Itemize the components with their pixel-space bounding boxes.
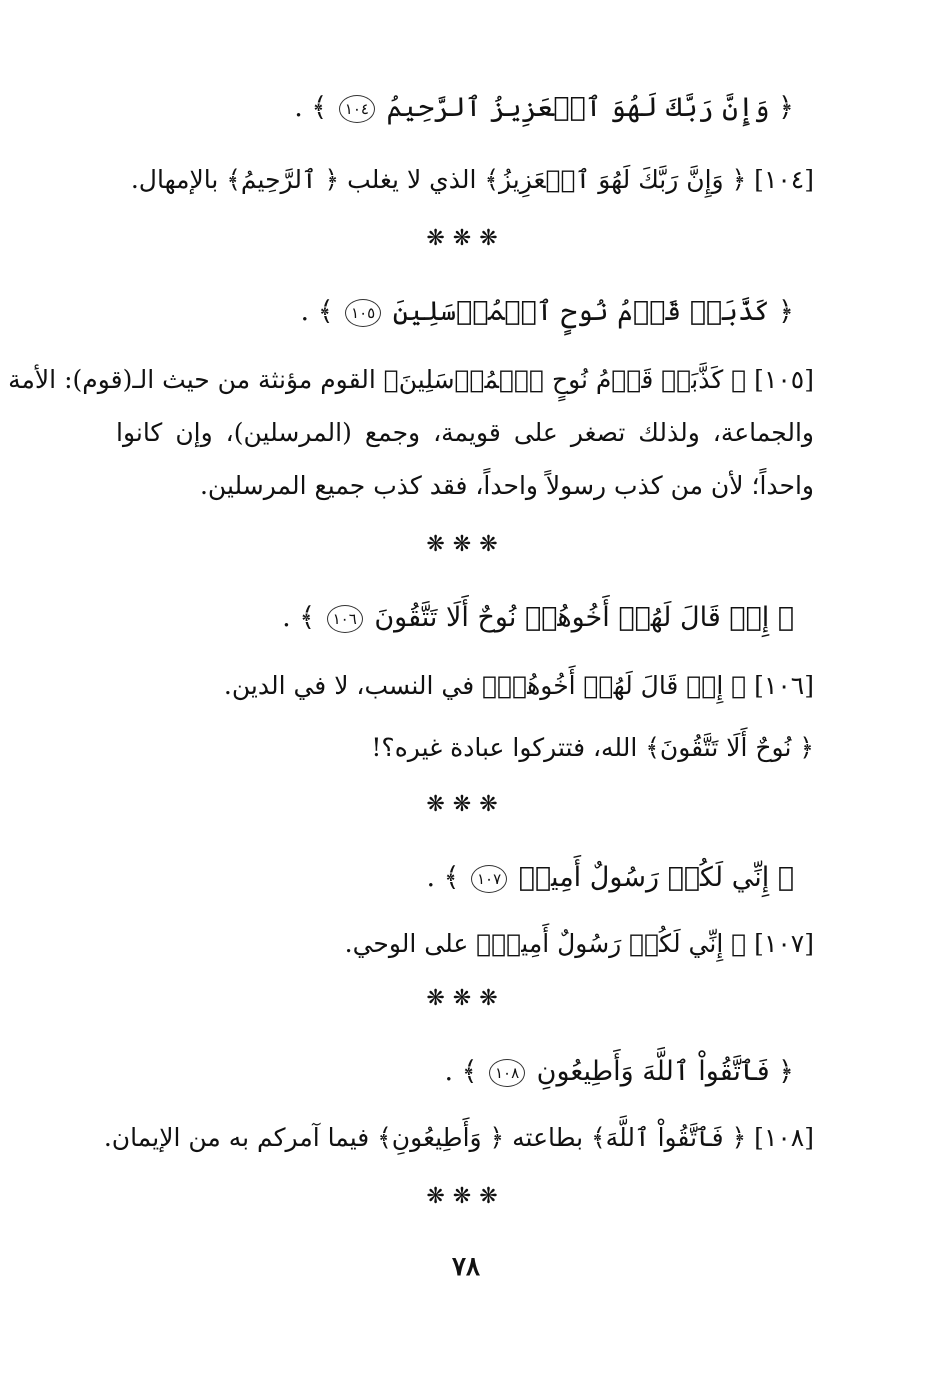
verse-number-badge: ١٠٧ <box>471 865 507 893</box>
verse-number-badge: ١٠٥ <box>345 299 381 327</box>
quran-verse-108 <box>444 1050 794 1094</box>
verse-end: ﴾ . <box>426 862 460 893</box>
section-separator: ❋❋❋ <box>426 986 506 1011</box>
commentary-107: [١٠٧] ﴿ إِنِّي لَكُمۡ رَسُولٌ أَمِينٞ﴾ على الوحي. <box>344 929 814 958</box>
verse-text: ﴿ كَذَّبَتۡ قَوۡمُ نُوحٍ ٱلۡمُرۡسَلِينَ <box>392 296 794 327</box>
commentary-105-line-1: [١٠٥] ﴿ كَذَّبَتۡ قَوۡمُ نُوحٍ ٱلۡمُرۡسَلِينَ﴾ القوم مؤنثة من حيث الـ(قوم): الأمة <box>8 365 814 394</box>
commentary-105-line-2: والجماعة، ولذلك تصغر على قويمة، وجمع (المرسلين)، وإن كانوا <box>116 418 814 447</box>
verse-end: ﴾ . <box>444 1056 478 1087</box>
quran-verse-105 <box>301 290 794 334</box>
section-separator: ❋❋❋ <box>426 792 506 817</box>
section-separator: ❋❋❋ <box>426 532 506 557</box>
verse-number-badge: ١٠٦ <box>327 605 363 633</box>
verse-end: ﴾ . <box>300 296 334 327</box>
quran-verse-104 <box>294 86 794 130</box>
verse-text: ﴿ فَٱتَّقُواْ ٱللَّهَ وَأَطِيعُونِ <box>536 1056 794 1087</box>
commentary-108: [١٠٨] ﴿ فَٱتَّقُواْ ٱللَّهَ﴾ بطاعته ﴿ وَأَطِيعُونِ﴾ فيما آمركم به من الإيمان. <box>103 1123 814 1152</box>
commentary-106-line-1: [١٠٦] ﴿ إِذۡ قَالَ لَهُمۡ أَخُوهُمۡ﴾ في النسب، لا في الدين. <box>223 671 814 700</box>
section-separator: ❋❋❋ <box>426 226 506 251</box>
verse-end: ﴾ . <box>294 92 328 123</box>
verse-text: ﴿ وَإِنَّ رَبَّكَ لَهُوَ ٱلۡعَزِيزُ ٱلرَّحِيمُ <box>386 92 794 123</box>
verse-text: ﴿ إِنِّي لَكُمۡ رَسُولٌ أَمِينٞ <box>518 862 794 893</box>
commentary-106-line-2: ﴿ نُوحٌ أَلَا تَتَّقُونَ﴾ الله، فتتركوا عبادة غيره؟! <box>371 733 814 762</box>
commentary-104: [١٠٤] ﴿ وَإِنَّ رَبَّكَ لَهُوَ ٱلۡعَزِيزُ﴾ الذي لا يغلب ﴿ ٱلرَّحِيمُ﴾ بالإمهال. <box>130 165 814 194</box>
verse-number-badge: ١٠٤ <box>339 95 375 123</box>
verse-text: ﴿ إِذۡ قَالَ لَهُمۡ أَخُوهُمۡ نُوحٌ أَلَا تَتَّقُونَ <box>374 602 794 633</box>
section-separator: ❋❋❋ <box>426 1184 506 1209</box>
quran-verse-107 <box>426 856 794 900</box>
page-number: ٧٨ <box>452 1252 480 1282</box>
commentary-105-line-3: واحداً؛ لأن من كذب رسولاً واحداً، فقد كذب جميع المرسلين. <box>199 471 814 500</box>
quran-verse-106 <box>282 596 794 640</box>
verse-end: ﴾ . <box>282 602 316 633</box>
verse-number-badge: ١٠٨ <box>489 1059 525 1087</box>
